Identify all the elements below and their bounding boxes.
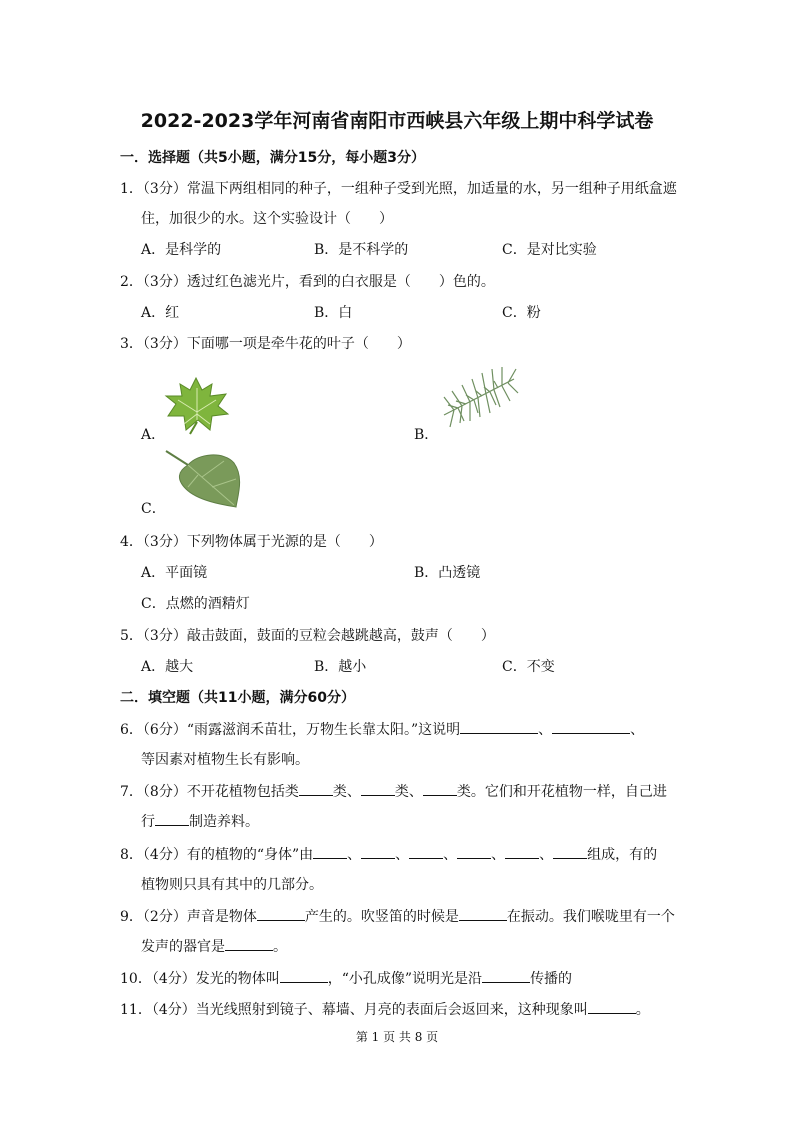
- q10-text-a: 10．（4分）发光的物体叫: [120, 971, 280, 987]
- q9-blank-1: [257, 908, 305, 921]
- maple-leaf-image: [160, 374, 232, 436]
- q7-blank-2: [361, 783, 395, 796]
- q6-line2: 等因素对植物生长有影响。: [141, 752, 309, 768]
- q1-option-c: C．是对比实验: [502, 242, 597, 258]
- q10-text-b: ，“小孔成像”说明光是沿: [327, 971, 483, 987]
- section-heading-fill: 二．填空题（共11小题，满分60分）: [120, 690, 355, 706]
- q8-text-a: 8．（4分）有的植物的“身体”由: [120, 847, 314, 863]
- q8-sep-2: 、: [395, 847, 410, 863]
- q2-option-b: B．白: [314, 305, 353, 321]
- q8-sep-4: 、: [491, 847, 506, 863]
- q9-blank-2: [459, 908, 507, 921]
- q4-option-a: A．平面镜: [141, 565, 208, 581]
- q5-text: 5．（3分）敲击鼓面，鼓面的豆粒会越跳越高，鼓声（ ）: [120, 628, 495, 644]
- q6-line1: [120, 719, 644, 739]
- q4-text: 4．（3分）下列物体属于光源的是（ ）: [120, 534, 383, 550]
- q7-text-a: 7．（8分）不开花植物包括类: [120, 784, 299, 800]
- q11-text-b: 。: [635, 1002, 650, 1018]
- q8-blank-5: [505, 846, 539, 859]
- q10-text-c: 传播的: [530, 971, 573, 987]
- q7-text-f: 制造养料。: [189, 814, 259, 830]
- page-title: 2022-2023学年河南省南阳市西峡县六年级上期中科学试卷: [140, 110, 654, 132]
- heart-shaped-leaf-image: [164, 449, 244, 511]
- section-heading-choice: 一．选择题（共5小题，满分15分，每小题3分）: [120, 150, 425, 166]
- q8-sep-5: 、: [539, 847, 554, 863]
- q7-text-d: 类。它们和开花植物一样，自己进: [456, 784, 667, 800]
- q9-text-a: 9．（2分）声音是物体: [120, 909, 257, 925]
- q7-line1: [120, 781, 667, 801]
- q8-blank-6: [553, 846, 587, 859]
- q5-option-b: B．越小: [314, 659, 367, 675]
- q5-option-a: A．越大: [141, 659, 194, 675]
- q7-line2: [141, 811, 259, 831]
- q7-blank-4: [155, 813, 189, 826]
- q8-sep-1: 、: [347, 847, 362, 863]
- q3-option-b: B．: [414, 427, 439, 443]
- q8-text-end: 组成，有的: [587, 847, 658, 863]
- q8-sep-3: 、: [443, 847, 458, 863]
- q10-blank-2: [482, 970, 530, 983]
- q9-line1: [120, 906, 675, 926]
- q4-option-c: C．点燃的酒精灯: [141, 596, 250, 612]
- q7-blank-3: [423, 783, 457, 796]
- q11-text-a: 11．（4分）当光线照射到镜子、幕墙、月亮的表面后会返回来，这种现象叫: [120, 1002, 588, 1018]
- q9-text-d: 发声的器官是: [141, 939, 225, 955]
- q8-blank-3: [409, 846, 443, 859]
- q3-text: 3．（3分）下面哪一项是牵牛花的叶子（ ）: [120, 336, 411, 352]
- q7-text-c: 类、: [394, 784, 423, 800]
- q6-blank-1: [460, 721, 538, 734]
- q7-text-e: 行: [141, 814, 155, 830]
- q6-text-b: 、: [538, 722, 553, 738]
- q3-option-c: C．: [141, 501, 166, 517]
- q1-option-a: A．是科学的: [141, 242, 222, 258]
- q9-text-b: 产生的。吹竖笛的时候是: [304, 909, 459, 925]
- q8-blank-2: [361, 846, 395, 859]
- q11-line1: [120, 999, 650, 1019]
- q9-text-c: 在振动。我们喉咙里有一个: [506, 909, 675, 925]
- q6-blank-2: [552, 721, 630, 734]
- q10-blank-1: [280, 970, 328, 983]
- q2-option-c: C．粉: [502, 305, 541, 321]
- q2-option-a: A．红: [141, 305, 180, 321]
- q9-blank-3: [225, 938, 273, 951]
- q6-text-a: 6．（6分）“雨露滋润禾苗壮，万物生长靠太阳。”这说明: [120, 722, 461, 738]
- page-footer: 第 1 页 共 8 页: [355, 1030, 439, 1044]
- q11-blank-1: [588, 1001, 636, 1014]
- q5-option-c: C．不变: [502, 659, 555, 675]
- q8-blank-4: [457, 846, 491, 859]
- q7-blank-1: [299, 783, 333, 796]
- q3-option-a: A．: [141, 427, 166, 443]
- q1-text-line1: 1．（3分）常温下两组相同的种子，一组种子受到光照，加适量的水，另一组种子用纸盒遮: [120, 181, 677, 197]
- q4-option-b: B．凸透镜: [414, 565, 481, 581]
- q10-line1: [120, 968, 572, 988]
- q2-text: 2．（3分）透过红色滤光片，看到的白衣服是（ ）色的。: [120, 274, 495, 290]
- q8-line2: 植物则只具有其中的几部分。: [141, 877, 323, 893]
- pine-needle-twig-image: [438, 361, 520, 433]
- q1-option-b: B．是不科学的: [314, 242, 409, 258]
- q1-text-line2: 住，加很少的水。这个实验设计（ ）: [141, 211, 393, 227]
- q9-line2: [141, 936, 287, 956]
- q9-text-e: 。: [273, 939, 287, 955]
- q7-text-b: 类、: [332, 784, 361, 800]
- q6-text-c: 、: [630, 722, 645, 738]
- q8-blank-1: [313, 846, 347, 859]
- q8-line1: [120, 844, 657, 864]
